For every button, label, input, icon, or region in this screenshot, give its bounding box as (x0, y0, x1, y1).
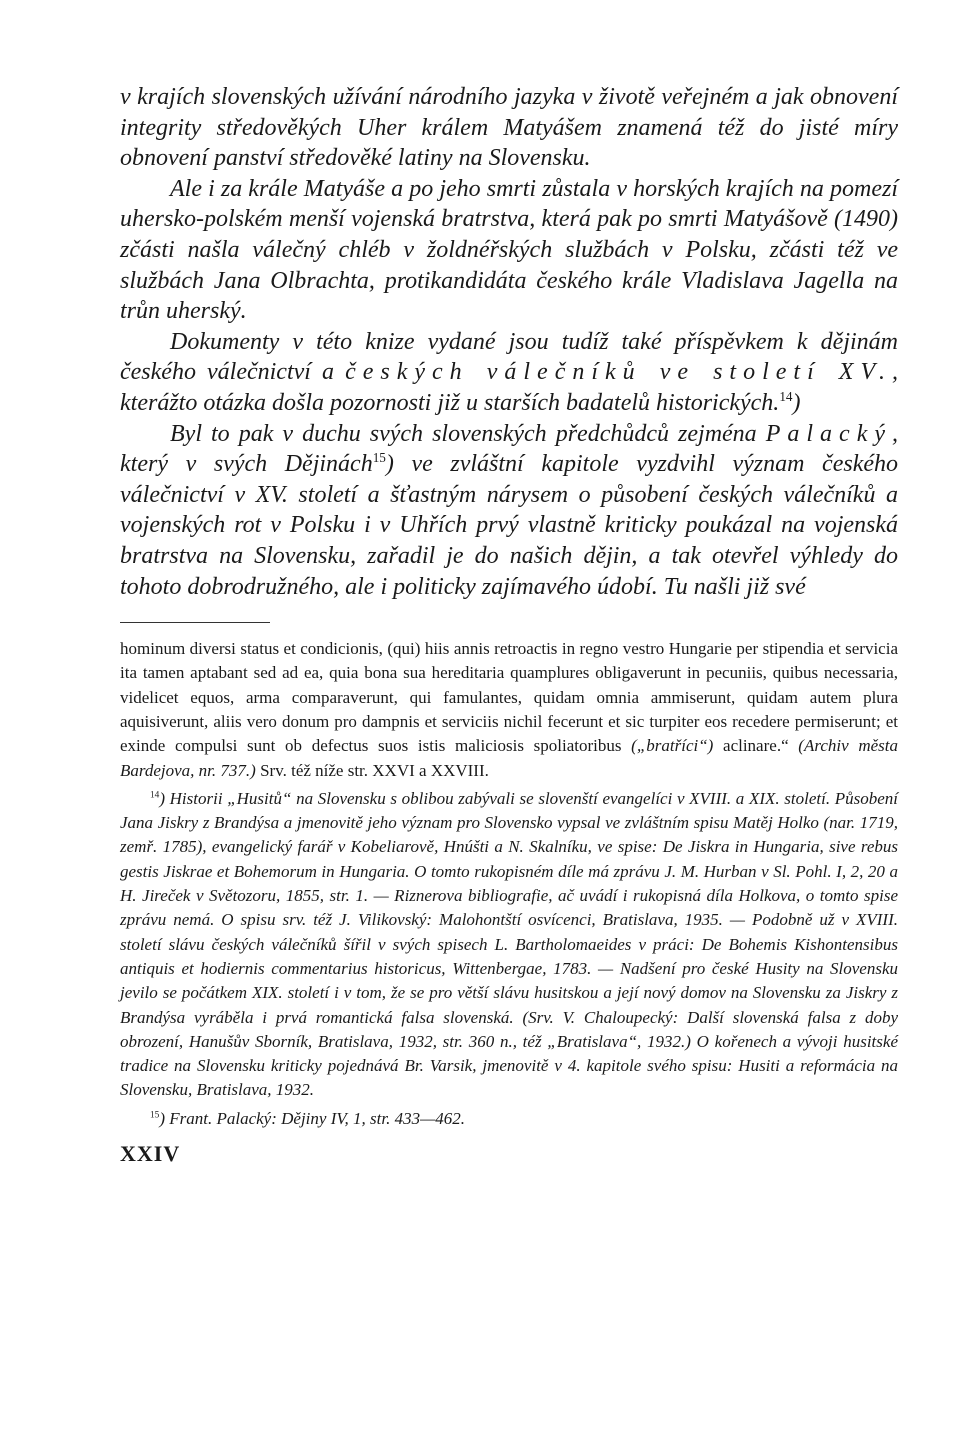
footnote-aclinare: aclinare.“ (713, 736, 789, 756)
paragraph-3-cont: , kterážto otázka došla pozornosti již u starších badatelů historických. (120, 359, 899, 416)
footnote-source: (Archiv města Bardejova, nr. 737.) (120, 736, 898, 780)
footnote-latin: hominum diversi status et condicionis, (qui) hiis annis retroactis in regno vestro Hungarie per stipendia et servicia ita tamen aptabant sed ad ea, quia bona sua hereditaria quamplures obligaverunt in pecuniis, quibus necessaria, videlicet equos, arma comparaverunt, qui famulantes, quidam omnia ammiserunt, quidam autem plura aquisiverunt, aliis vero donum pro dampnis et serviciis nichil fecerunt et sic turpiter eos recedere permiserunt; et exinde compulsi sunt ob defectus suos istis maliciosis spoliatoribus (120, 639, 898, 756)
footnotes (120, 637, 898, 1131)
main-text (120, 82, 898, 602)
paragraph-1: v krajích slovenských užívání národního jazyka v životě veřejném a jak obnovení integrity středověkých Uher králem Matyášem znamená též do jisté míry obnovení panství středověké latiny na Slovensku. (120, 84, 898, 172)
paragraph-4-cont: , který v svých Dějinách (120, 420, 899, 478)
paragraph-3 (120, 327, 898, 419)
spaced-name: Palacký (765, 420, 893, 447)
footnote-15 (120, 1107, 898, 1131)
footnote-14-text: ) Historii „Husitů“ na Slovensku s oblibou zabývali se slovenští evangelíci v XVIII. a XIX. století. Působení Jana Jiskry z Brandýsa a jmenovitě jeho význam pro Slovensko vypsal ve zvláštním spisu Matěj Holko (nar. 1719, zemř. 1785), evangelický farář v Kobeliarově, Hnúšti a N. Skalníku, ve spise: De Jiskra in Hungaria, sive rebus gestis Jiskrae et Bohemorum in Hungaria. O tomto rukopisném díle má zprávu J. M. Hurban v Sl. Pohl. I, 2, 20 a H. Jireček v Světozoru, 1855, str. 1. — Riznerova bibliografie, ač uvádí i rukopisná díla Holkova, o tomto spise zprávu nemá. O spisu srv. též J. Vilikovský: Malohontští osvícenci, Bratislava, 1935. — Podobně už v XVIII. století slávu českých válečníků šířil v svých spisech L. Bartholomaeides v práci: De Bohemis Kishontensibus antiquis et hodiernis commentarius historicus, Wittenbergae, 1783. — Nadšení pro české Husity na Slovensku jevilo se počátkem XIX. století i v tom, že se pro větší slávu husitskou a její nový domov na Slovensku za Jiskry z Brandýsa vyráběla i prvá romantická falsa slovenská. (Srv. V. Chaloupecký: Další slovenská falsa z doby obrození, Hanušův Sborník, Bratislava, 1932, str. 360 n., též „Bratislava“, 1932.) O kořenech a vývoji husitské tradice na Slovensku kriticky pojednává Br. Varsik, jmenovitě v 4. kapitole svého spisu: Husiti a reformácia na Slovensku, Bratislava, 1932. (120, 788, 898, 1100)
paragraph-3-text: Dokumenty v této knize vydané jsou tudíž také příspěvkem k dějinám českého válečnictví a (120, 328, 898, 386)
footnote-15-number: 15 (150, 1110, 160, 1121)
page-number: XXIV (120, 1141, 181, 1167)
footnote-divider (120, 622, 270, 623)
footnote-ref-14: 14 (779, 388, 793, 404)
footnote-continued (120, 637, 898, 783)
footnote-ref-15: 15 (372, 450, 386, 466)
paragraph-2: Ale i za krále Matyáše a po jeho smrti zůstala v horských krajích na pomezí uhersko-polském menší vojenská bratrstva, která pak po smrti Matyášově (1490) zčásti našla válečný chléb v žoldnéřských službách v Polsku, zčásti též ve službách Jana Olbrachta, protikandidáta českého krále Vladislava Jagella na trůn uherský. (120, 175, 898, 325)
paragraph-4-text: Byl to pak v duchu svých slovenských předchůdců zejména (170, 420, 757, 447)
footnote-14-number: 14 (150, 790, 160, 801)
paragraph-4-rest: ) ve zvláštní kapitole vyzdvihl význam českého válečnictví v XV. století a šťastným nárysem o působení českých válečníků a vojenských rot v Polsku i v Uhřích prvý vlastně kriticky poukázal na vojenská bratrstva na Slovensku, zařadil je do našich dějin, a tak otevřel výhledy do tohoto dobrodružného, ale i politicky zajímavého údobí. Tu našli již své (120, 451, 899, 600)
spaced-phrase: českých válečníků ve století XV. (345, 359, 893, 386)
footnote-15-text: ) Frant. Palacký: Dějiny IV, 1, str. 433—462. (159, 1108, 465, 1128)
page (120, 82, 898, 1167)
footnote-cross-ref: Srv. též níže str. XXVI a XXVIII. (255, 760, 489, 780)
paragraph-4 (120, 419, 898, 603)
footnote-bratrici: („bratříci“) (631, 736, 714, 756)
paragraph-3-end: ) (792, 389, 801, 416)
footnote-14 (120, 787, 898, 1103)
